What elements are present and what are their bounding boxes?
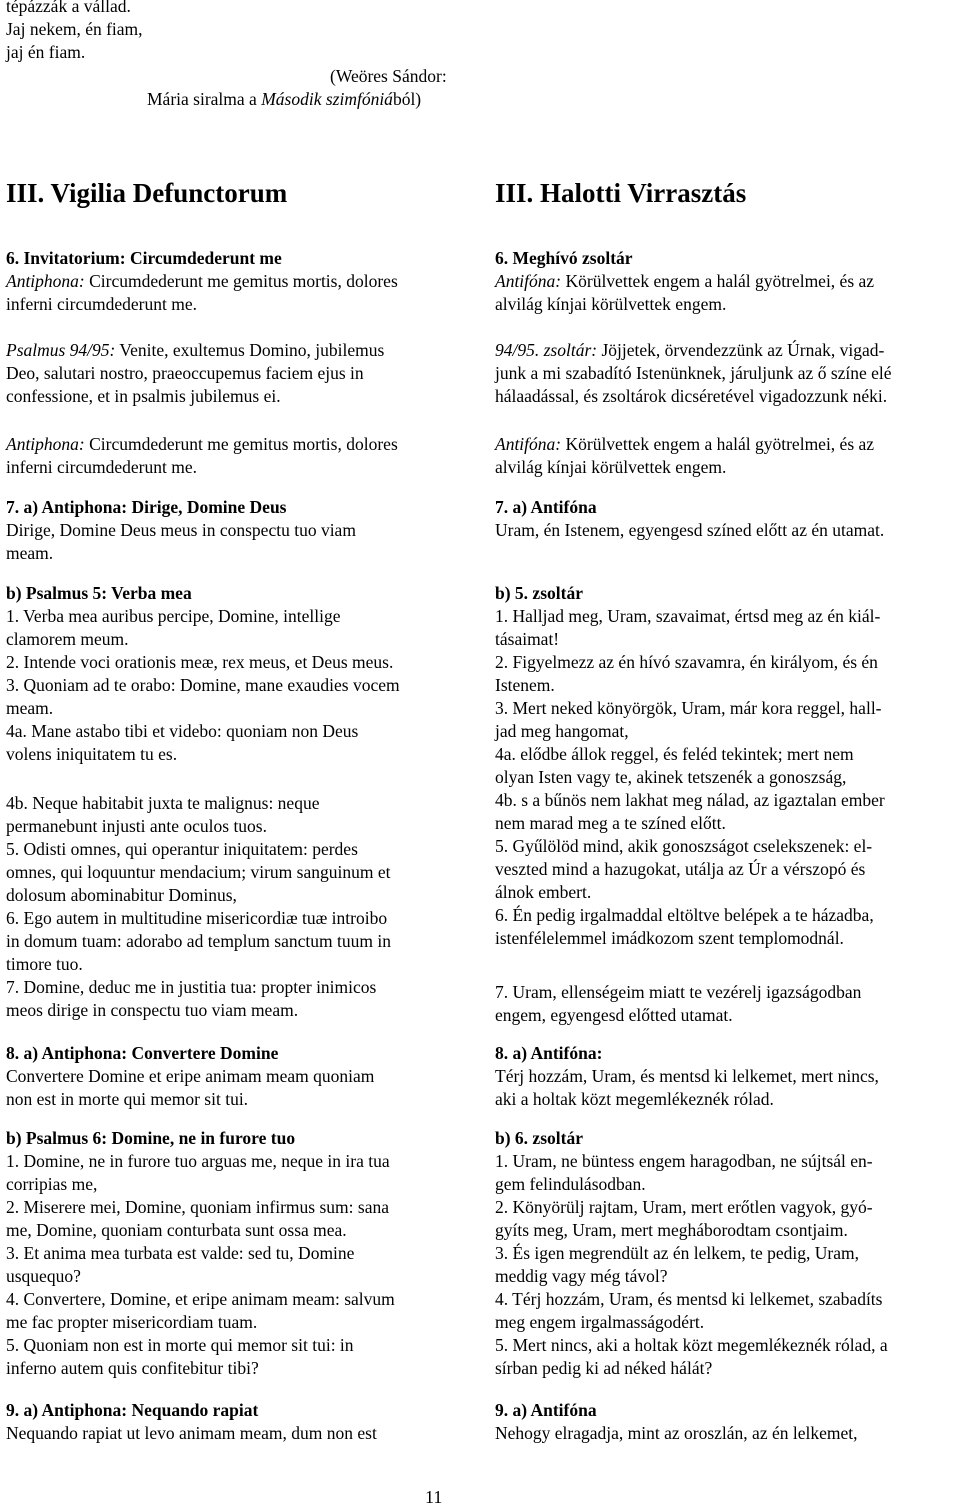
intro-line-2: Jaj nekem, én fiam,: [6, 19, 143, 39]
right-section-8a: [495, 1042, 957, 1111]
left-s6-heading: 6. Invitatorium: Circumdederunt me: [6, 248, 282, 268]
right-section-9a: [495, 1399, 957, 1445]
right-s8b-verse: 3. És igen megrendült az én lelkem, te pedig, Uram,: [495, 1243, 859, 1263]
left-s8b-verse: me fac propter misericordiam tuam.: [6, 1312, 258, 1332]
right-antifona-2: [495, 433, 957, 479]
right-s7b-verse: 2. Figyelmezz az én hívó szavamra, én királyom, és én: [495, 652, 878, 672]
left-s7b-verse: 5. Odisti omnes, qui operantur iniquitatem: perdes: [6, 839, 358, 859]
left-psalm-label: Psalmus 94/95:: [6, 340, 116, 360]
right-psalm-94: [495, 339, 957, 408]
right-psalm-line-3: hálaadással, és zsoltárok dicséretével vigadozzunk néki.: [495, 386, 888, 406]
right-s8b-verse: 2. Könyörülj rajtam, Uram, mert erőtlen vagyok, gyó-: [495, 1197, 873, 1217]
right-s8b-verse: sírban pedig ki ad néked hálát?: [495, 1358, 713, 1378]
right-s8b-heading: b) 6. zsoltár: [495, 1128, 583, 1148]
left-s7a-line-2: meam.: [6, 543, 54, 563]
attribution-work-title: Második szimfóniá: [261, 89, 393, 109]
left-s8b-heading: b) Psalmus 6: Domine, ne in furore tuo: [6, 1128, 296, 1148]
right-section-6: [495, 247, 957, 316]
attribution-suffix: ból): [392, 89, 422, 109]
right-s7b-heading: b) 5. zsoltár: [495, 583, 583, 603]
left-s8b-verse: 3. Et anima mea turbata est valde: sed tu, Domine: [6, 1243, 355, 1263]
left-s7b-verse: meam.: [6, 698, 54, 718]
left-s8a-line: Convertere Domine et eripe animam meam quoniam: [6, 1066, 375, 1086]
left-s7a-heading: 7. a) Antiphona: Dirige, Domine Deus: [6, 497, 287, 517]
right-s8b-verse: 1. Uram, ne büntess engem haragodban, ne sújtsál en-: [495, 1151, 873, 1171]
right-s7b-verse: 6. Én pedig irgalmaddal eltöltve belépek a te házadba,: [495, 905, 874, 925]
right-psalm-line-2: junk a mi szabadító Istenünknek, járuljunk az ő színe elé: [495, 363, 892, 383]
left-section-7b-cont: [6, 792, 466, 1022]
right-s9a-line: Nehogy elragadja, mint az oroszlán, az én lelkemet,: [495, 1423, 858, 1443]
left-psalm-text: Venite, exultemus Domino, jubilemus: [115, 340, 385, 360]
left-s8b-verse: 4. Convertere, Domine, et eripe animam meam: salvum: [6, 1289, 395, 1309]
right-s6-antifona: [495, 270, 957, 293]
right-s7b-verse: 3. Mert neked könyörgök, Uram, már kora reggel, hall-: [495, 698, 882, 718]
left-s7b-heading: b) Psalmus 5: Verba mea: [6, 583, 192, 603]
left-s7b-verse: 1. Verba mea auribus percipe, Domine, intellige: [6, 606, 341, 626]
left-s7b-verse: permanebunt injusti ante oculos tuos.: [6, 816, 267, 836]
right-s8b-verse: 5. Mert nincs, aki a holtak közt megemlékeznék rólad, a: [495, 1335, 888, 1355]
right-s7b-verse: 7. Uram, ellenségeim miatt te vezérelj igazságodban: [495, 982, 862, 1002]
left-section-9a: [6, 1399, 466, 1445]
right-s8b-verse: meddig vagy még távol?: [495, 1266, 668, 1286]
right-s8b-verse: 4. Térj hozzám, Uram, és mentsd ki lelkemet, szabadíts: [495, 1289, 883, 1309]
right-s7b-verse: álnok embert.: [495, 882, 592, 902]
left-ant2-line-2: inferni circumdederunt me.: [6, 457, 197, 477]
left-section-6: [6, 247, 466, 316]
left-s7b-verse: 3. Quoniam ad te orabo: Domine, mane exaudies vocem: [6, 675, 400, 695]
left-s8b-verse: 5. Quoniam non est in morte qui memor sit tui: in: [6, 1335, 354, 1355]
right-s7b-verse: nem marad meg a te színed előtt.: [495, 813, 726, 833]
right-s7b-verse: istenfélelemmel imádkozom szent templomodnál.: [495, 928, 844, 948]
right-ant2-line-1: [495, 433, 957, 456]
right-s7b-verse: tásaimat!: [495, 629, 560, 649]
left-s7b-verse: 7. Domine, deduc me in justitia tua: propter inimicos: [6, 977, 377, 997]
attribution-line-1: (Weöres Sándor:: [330, 66, 447, 86]
right-ant2-text: Körülvettek engem a halál gyötrelmei, és az: [561, 434, 875, 454]
left-section-7a: [6, 496, 466, 565]
right-s8b-verse: gyíts meg, Uram, mert megháborodtam csontjaim.: [495, 1220, 848, 1240]
right-s8a-line: Térj hozzám, Uram, és mentsd ki lelkemet, mert nincs,: [495, 1066, 879, 1086]
right-s7b-verse: veszted mind a hazugokat, utálja az Úr a vérszopó és: [495, 859, 866, 879]
right-section-7a: [495, 496, 957, 542]
right-ant2-line-2: alvilág kínjai körülvettek engem.: [495, 457, 727, 477]
left-s6-antiphona: [6, 270, 466, 293]
right-s7b-verse: 5. Gyűlölöd mind, akik gonoszságot cselekszenek: el-: [495, 836, 873, 856]
left-psalm-line-3: confessione, et in psalmis jubilemus ei.: [6, 386, 281, 406]
left-s7b-verse: in domum tuam: adorabo ad templum sanctum tuum in: [6, 931, 391, 951]
right-psalm-text: Jöjjetek, örvendezzünk az Úrnak, vigad-: [597, 340, 885, 360]
left-psalm-line-2: Deo, salutari nostro, praeoccupemus faciem ejus in: [6, 363, 364, 383]
right-section-7b-cont: [495, 981, 957, 1027]
right-s7b-verse: 4a. elődbe állok reggel, és feléd tekintek; mert nem: [495, 744, 854, 764]
left-section-8a: [6, 1042, 466, 1111]
left-s6-ant-cont: inferni circumdederunt me.: [6, 294, 197, 314]
left-s6-ant-text: Circumdederunt me gemitus mortis, dolores: [84, 271, 398, 291]
attribution-line-2: [147, 88, 421, 111]
right-s7b-verse: engem, egyengesd előtted utamat.: [495, 1005, 733, 1025]
left-s9a-heading: 9. a) Antiphona: Nequando rapiat: [6, 1400, 259, 1420]
left-title: III. Vigilia Defunctorum: [6, 178, 288, 208]
left-s7b-verse: dolosum abominabitur Dominus,: [6, 885, 237, 905]
left-s7b-verse: 6. Ego autem in multitudine misericordiæ tuæ introibo: [6, 908, 388, 928]
left-section-7b: [6, 582, 466, 766]
right-s8a-heading: 8. a) Antifóna:: [495, 1043, 603, 1063]
page-number: 11: [425, 1487, 443, 1507]
left-s7b-verse: volens iniquitatem tu es.: [6, 744, 178, 764]
right-s6-ant-label: Antifóna:: [495, 271, 562, 291]
right-s7b-verse: 1. Halljad meg, Uram, szavaimat, értsd meg az én kiál-: [495, 606, 881, 626]
right-s7a-heading: 7. a) Antifóna: [495, 497, 597, 517]
right-s7b-verse: olyan Isten vagy te, akinek tetszenék a gonoszság,: [495, 767, 847, 787]
left-ant2-text: Circumdederunt me gemitus mortis, dolores: [84, 434, 398, 454]
right-ant2-label: Antifóna:: [495, 434, 562, 454]
left-s7b-verse: 4b. Neque habitabit juxta te malignus: neque: [6, 793, 320, 813]
left-s8b-verse: corripias me,: [6, 1174, 98, 1194]
right-s7b-verse: jad meg hangomat,: [495, 721, 629, 741]
left-s7b-verse: 4a. Mane astabo tibi et videbo: quoniam non Deus: [6, 721, 359, 741]
right-s6-ant-text: Körülvettek engem a halál gyötrelmei, és az: [561, 271, 875, 291]
left-s8a-line: non est in morte qui memor sit tui.: [6, 1089, 249, 1109]
left-ant2-line-1: [6, 433, 466, 456]
left-s8b-verse: me, Domine, quoniam conturbata sunt ossa mea.: [6, 1220, 347, 1240]
left-s8b-verse: 1. Domine, ne in furore tuo arguas me, neque in ira tua: [6, 1151, 390, 1171]
right-title: III. Halotti Virrasztás: [495, 178, 747, 208]
left-s7b-verse: timore tuo.: [6, 954, 83, 974]
left-s8a-heading: 8. a) Antiphona: Convertere Domine: [6, 1043, 279, 1063]
right-s7b-verse: 4b. s a bűnös nem lakhat meg nálad, az igaztalan ember: [495, 790, 885, 810]
left-s6-ant-label: Antiphona:: [6, 271, 85, 291]
right-s7a-line-1: Uram, én Istenem, egyengesd színed előtt az én utamat.: [495, 520, 885, 540]
left-s8b-verse: 2. Miserere mei, Domine, quoniam infirmus sum: sana: [6, 1197, 389, 1217]
left-psalm-94: [6, 339, 466, 408]
left-s7b-verse: clamorem meum.: [6, 629, 129, 649]
intro-line-1: tépázzák a vállad.: [6, 0, 131, 16]
left-s7a-line-1: Dirige, Domine Deus meus in conspectu tuo viam: [6, 520, 356, 540]
right-psalm-line-1: [495, 339, 957, 362]
right-s8b-verse: meg engem irgalmasságodért.: [495, 1312, 705, 1332]
left-antiphona-2: [6, 433, 466, 479]
left-psalm-line-1: [6, 339, 466, 362]
right-s6-ant-cont: alvilág kínjai körülvettek engem.: [495, 294, 727, 314]
right-s6-heading: 6. Meghívó zsoltár: [495, 248, 633, 268]
left-s7b-verse: meos dirige in conspectu tuo viam meam.: [6, 1000, 299, 1020]
right-s8b-verse: gem felindulásodban.: [495, 1174, 646, 1194]
right-psalm-label: 94/95. zsoltár:: [495, 340, 598, 360]
right-s9a-heading: 9. a) Antifóna: [495, 1400, 597, 1420]
attribution-prefix: Mária siralma a: [147, 89, 262, 109]
left-s8b-verse: usquequo?: [6, 1266, 81, 1286]
right-section-7b: [495, 582, 957, 950]
right-s8a-line: aki a holtak közt megemlékeznék rólad.: [495, 1089, 774, 1109]
right-section-8b: [495, 1127, 957, 1380]
left-s9a-line: Nequando rapiat ut levo animam meam, dum non est: [6, 1423, 377, 1443]
left-s7b-verse: 2. Intende voci orationis meæ, rex meus, et Deus meus.: [6, 652, 394, 672]
left-ant2-label: Antiphona:: [6, 434, 85, 454]
left-s7b-verse: omnes, qui loquuntur mendacium; virum sanguinum et: [6, 862, 391, 882]
right-s7b-verse: Istenem.: [495, 675, 555, 695]
left-section-8b: [6, 1127, 466, 1380]
intro-line-3: jaj én fiam.: [6, 42, 86, 62]
left-s8b-verse: inferno autem quis confitebitur tibi?: [6, 1358, 259, 1378]
